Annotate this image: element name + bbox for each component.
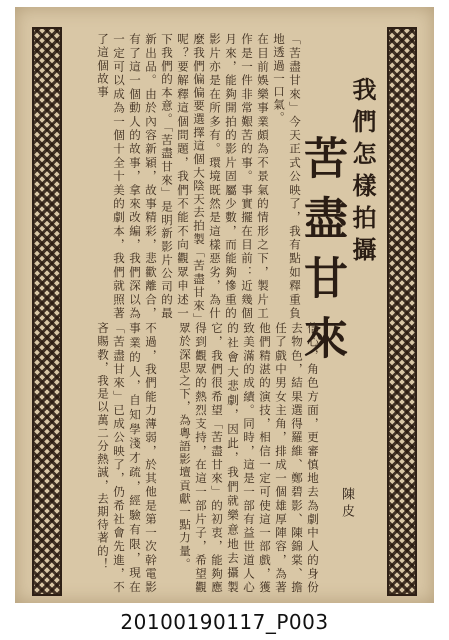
article-author: 陳皮	[339, 487, 354, 521]
paragraph-closing: 不過，我們能力薄弱，於其他是第一次幹電影事業的人，自知學淺才疏，經驗有限，現在「苦盡甘來」已成公映了，仍希社會先進，不吝賜教，我是以萬二分熱誠，去期待著的！	[96, 322, 158, 594]
right-ornamental-border	[387, 27, 417, 596]
paragraph-body-1: 在目前娛樂事業頗為不景氣的情形之下，製片工作是一件非常艱苦的事。事實擺在目前：近幾個月來，能夠開拍的影片固屬少數，而能夠慘重的影片亦是在所多有。環境既然是這樣惡劣，為什麼我們偏偏要選擇這個大陰天去拍製「苦盡甘來」呢？要解釋這個問題，我們不能不向觀眾申述一下我們的本意。「苦盡甘來」是明新影片公司的最新出品。由於內容新穎，故事精彩，悲歡離合，有了這一個動人的故事，拿來改編，我們深以為一定可以成為一個十全十美的劇本，我們就照著了這個故事	[96, 33, 270, 320]
document-sheet	[15, 7, 434, 603]
paragraph-intro: 「苦盡甘來」今天正式公映了，我有點如釋重負地透過一口氣。	[272, 33, 302, 320]
article-title-film: 苦盡甘來	[296, 135, 347, 375]
archive-caption: 20100190117_P003	[120, 610, 329, 634]
left-ornamental-border	[32, 27, 62, 596]
paragraph-body-2: 信心，角色方面，更審慎地去為劇中人的身份去物色，結果選得羅維、鄭碧影、陳錦棠、擔任了戲中男女主角，排成一個雄厚陣容，為著他們精湛的演技，相信一定可使這一部戲，獲致美滿的成績。同時，這是一部有益世道人心的社會大悲劇，因此，我們就樂意地去攝製它，我們很希望「苦盡甘來」的初衷，能夠應得到觀眾的熱烈支持，在這一部片子，希望觀眾於深思之下，為粵語影壇貢獻一點力量。	[178, 322, 320, 594]
article-title-prefix: 我們怎樣拍攝	[348, 77, 377, 269]
